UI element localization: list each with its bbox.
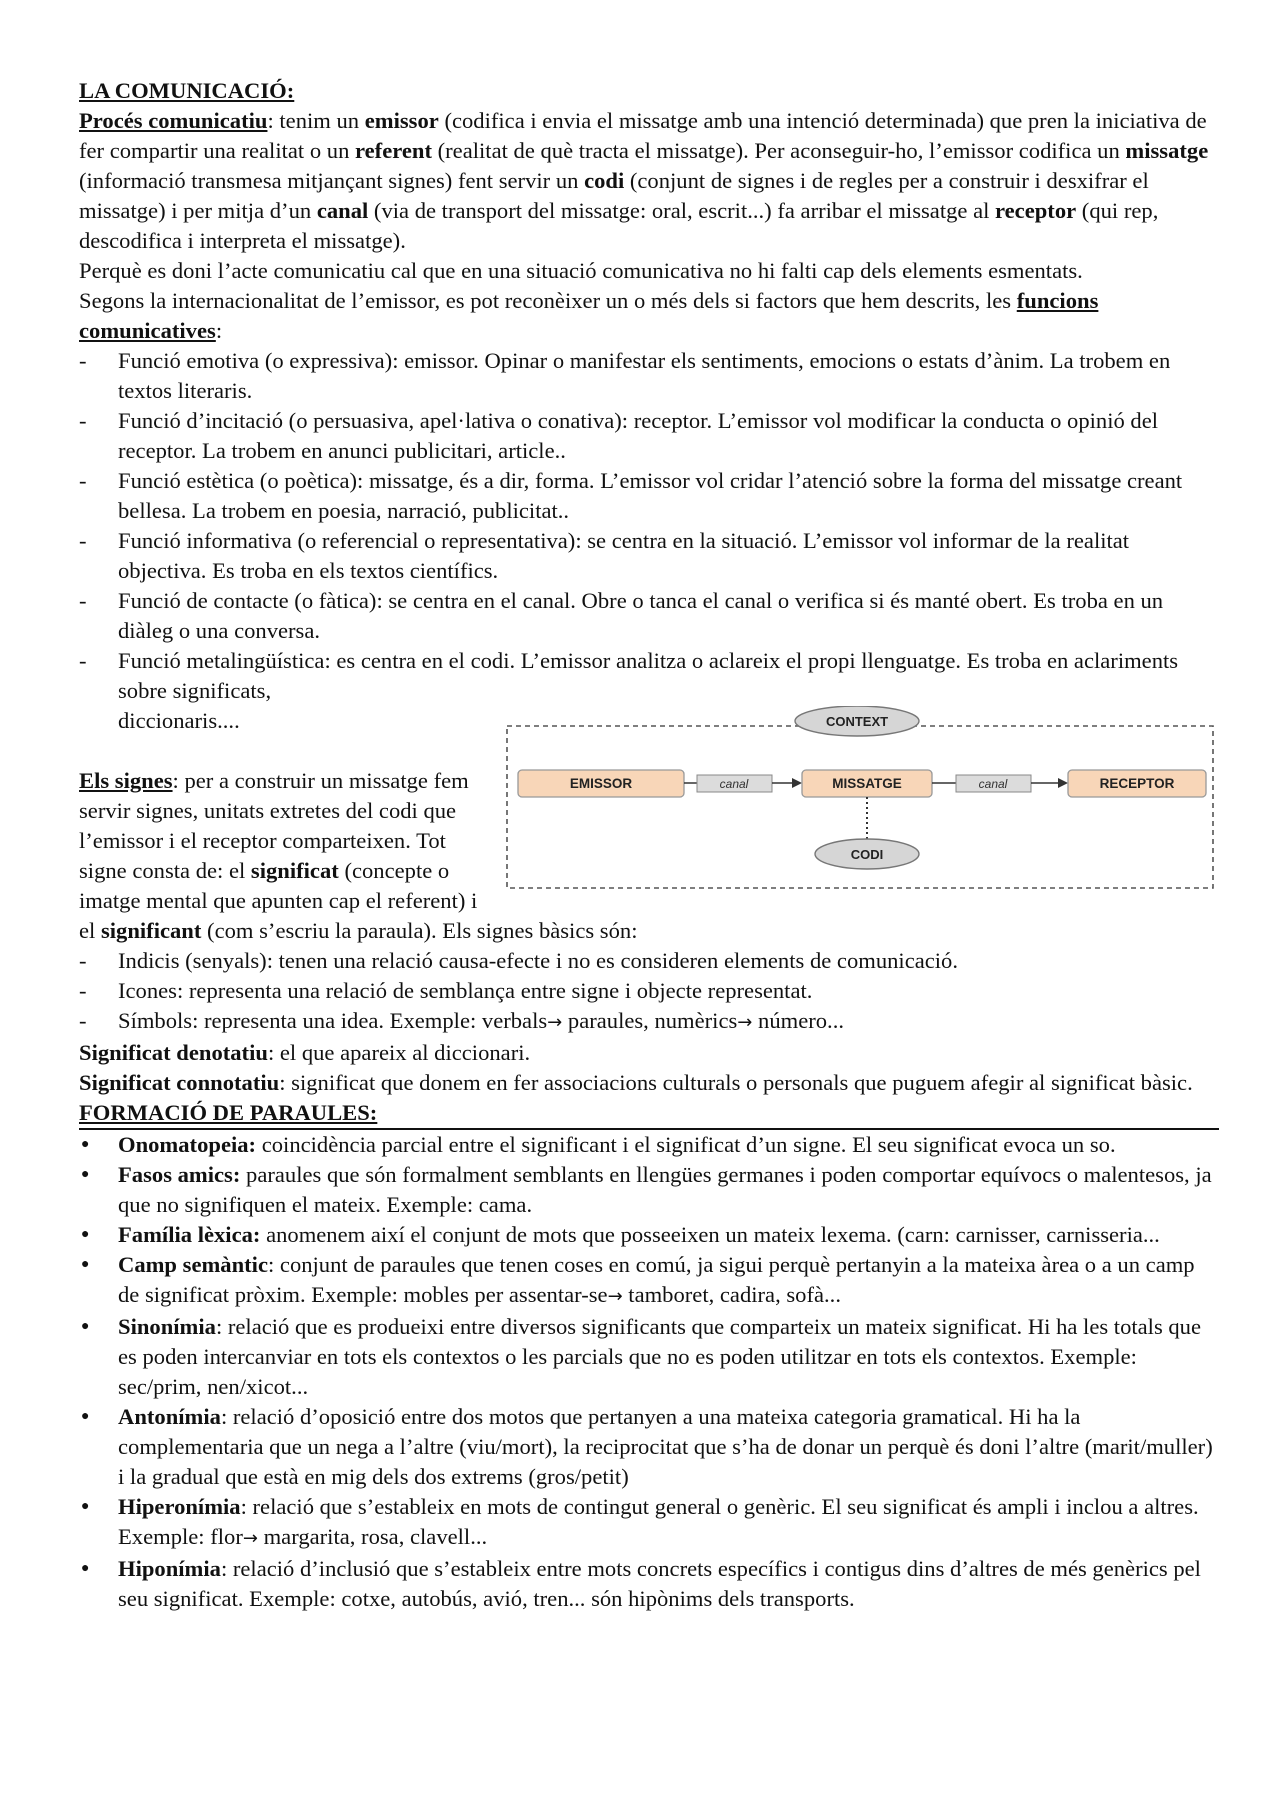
- list-item: - Funció d’incitació (o persuasiva, apel·lativa o conativa): receptor. L’emissor vol modificar la conducta o opinió del receptor. La trobem en anunci publicitari, article..: [79, 406, 1219, 466]
- list-item: - Funció de contacte (o fàtica): se centra en el canal. Obre o tanca el canal o verifica si és manté obert. Es troba en un diàleg o una conversa.: [79, 586, 1219, 646]
- paragraph-segons: Segons la internacionalitat de l’emissor, es pot reconèixer un o més dels si factors que hem descrits, les funcions comunicatives:: [79, 288, 1099, 343]
- arrow-head-icon: [792, 778, 802, 788]
- arrow-right-icon: →: [737, 1012, 753, 1033]
- term-emissor: emissor: [364, 108, 439, 133]
- list-item: ● Antonímia: relació d’oposició entre dos motos que pertanyen a una mateixa categoria gramatical. Hi ha la complementaria que un nega a l’altre (viu/mort), la reciprocitat que s’ha de donar un perquè és doni l’altre (marit/muller) i la gradual que està en mig dels dos extrems (gros/petit): [79, 1402, 1219, 1492]
- paragraph-els-signes: Els signes: per a construir un missatge fem servir signes, unitats extretes del codi que l’emissor i el receptor comparteixen. Tot signe consta de: el significat (concepte o imatge mental que apunten cap el referent) i el significant (com s’escriu la paraula). Els signes bàsics són:: [79, 768, 638, 943]
- term-significat-connotatiu: Significat connotatiu: [79, 1070, 280, 1095]
- document-page: [79, 76, 1219, 1614]
- paragraph-proces-comunicatiu: Procés comunicatiu: tenim un emissor (codifica i envia el missatge amb una intenció determinada) que pren la iniciativa de fer compartir una realitat o un referent (realitat de què tracta el missatge). Per aconseguir-ho, l’emissor codifica un missatge (informació transmesa mitjançant signes) fent servir un codi (conjunt de signes i de regles per a construir i desxifrar el missatge) i per mitja d’un canal (via de transport del missatge: oral, escrit...) fa arribar el missatge al receptor (qui rep, descodifica i interpreta el missatge).: [79, 108, 1209, 253]
- emissor-label: EMISSOR: [569, 776, 633, 791]
- list-item: - Funció informativa (o referencial o representativa): se centra en la situació. L’emissor vol informar de la realitat objectiva. Es troba en els textos científics.: [79, 526, 1219, 586]
- missatge-label: MISSATGE: [832, 776, 902, 791]
- list-item: - Funció emotiva (o expressiva): emissor. Opinar o manifestar els sentiments, emocions o estats d’ànim. La trobem en textos literaris.: [79, 346, 1219, 406]
- list-item: - Indicis (senyals): tenen una relació causa-efecte i no es consideren elements de comunicació.: [79, 946, 1219, 976]
- term-missatge: missatge: [1125, 138, 1209, 163]
- context-label: CONTEXT: [825, 714, 889, 729]
- arrow-right-icon: →: [242, 1528, 258, 1549]
- canal-label-1: canal: [719, 777, 749, 791]
- tipus-signes-list: [79, 946, 1219, 1038]
- funcions-list: [79, 346, 1219, 706]
- term-els-signes: Els signes: [79, 768, 173, 793]
- term-referent: referent: [355, 138, 432, 163]
- signes-wrap: [79, 706, 1219, 946]
- canal-label-2: canal: [978, 777, 1008, 791]
- term-significant: significant: [100, 918, 202, 943]
- list-item: ● Camp semàntic: conjunt de paraules que tenen coses en comú, ja sigui perquè pertanyin a la mateixa àrea o a un camp de significat pròxim. Exemple: mobles per assentar-se→ tamboret, cadira, sofà...: [79, 1250, 1219, 1312]
- list-item: - Funció metalingüística: es centra en el codi. L’emissor analitza o aclareix el propi llenguatge. Es troba en aclariments sobre significats,: [79, 646, 1219, 706]
- list-item: - Funció estètica (o poètica): missatge, és a dir, forma. L’emissor vol cridar l’atenció sobre la forma del missatge creant bellesa. La trobem en poesia, narració, publicitat..: [79, 466, 1219, 526]
- codi-label: CODI: [850, 847, 884, 862]
- list-item: - Símbols: representa una idea. Exemple: verbals→ paraules, numèrics→ número...: [79, 1006, 1219, 1038]
- paragraph-perque: Perquè es doni l’acte comunicatiu cal que en una situació comunicativa no hi falti cap dels elements esmentats.: [79, 258, 1083, 283]
- paragraph-denotatiu: Significat denotatiu: el que apareix al diccionari.: [79, 1040, 531, 1065]
- arrow-head-icon: [1058, 778, 1068, 788]
- term-funcions-comunicatives: funcions comunicatives: [79, 288, 1099, 343]
- list-item: ● Hiponímia: relació d’inclusió que s’estableix entre mots concrets específics i contigus dins d’altres de més genèrics pel seu significat. Exemple: cotxe, autobús, avió, tren... són hipònims dels transports.: [79, 1554, 1219, 1614]
- communication-diagram: [504, 706, 1219, 896]
- list-item: ● Família lèxica: anomenem així el conjunt de mots que posseeixen un mateix lexema. (carn: carnisser, carnisseria...: [79, 1220, 1219, 1250]
- arrow-right-icon: →: [547, 1012, 563, 1033]
- arrow-right-icon: →: [607, 1286, 623, 1307]
- list-item: ● Fasos amics: paraules que són formalment semblants en llengües germanes i poden comportar equívocs o malentesos, ja que no signifiquen el mateix. Exemple: cama.: [79, 1160, 1219, 1220]
- list-item: ● Hiperonímia: relació que s’estableix en mots de contingut general o genèric. El seu significat és ampli i inclou a altres. Exemple: flor→ margarita, rosa, clavell...: [79, 1492, 1219, 1554]
- funcio-meta-continuation: diccionaris....: [118, 708, 240, 733]
- term-canal: canal: [316, 198, 369, 223]
- paragraph-connotatiu: Significat connotatiu: significat que donem en fer associacions culturals o personals que puguem afegir al significat bàsic.: [79, 1070, 1193, 1095]
- section-title-comunicacio: LA COMUNICACIÓ:: [79, 78, 295, 103]
- receptor-label: RECEPTOR: [1099, 776, 1175, 791]
- formacio-list: [79, 1130, 1219, 1614]
- term-proces-comunicatiu: Procés comunicatiu: [79, 108, 268, 133]
- list-item: - Icones: representa una relació de semblança entre signe i objecte representat.: [79, 976, 1219, 1006]
- term-significat-denotatiu: Significat denotatiu: [79, 1040, 268, 1065]
- term-significat: significat: [250, 858, 339, 883]
- term-receptor: receptor: [995, 198, 1077, 223]
- term-codi: codi: [584, 168, 625, 193]
- section-title-formacio: FORMACIÓ DE PARAULES:: [79, 1098, 1219, 1130]
- list-item: ● Onomatopeia: coincidència parcial entre el significant i el significat d’un signe. El seu significat evoca un so.: [79, 1130, 1219, 1160]
- list-item: ● Sinonímia: relació que es produeixi entre diversos significants que comparteix un mateix significat. Hi ha les totals que es poden intercanviar en tots els contextos o les parcials que no es poden utilitzar en tots els contextos. Exemple: sec/prim, nen/xicot...: [79, 1312, 1219, 1402]
